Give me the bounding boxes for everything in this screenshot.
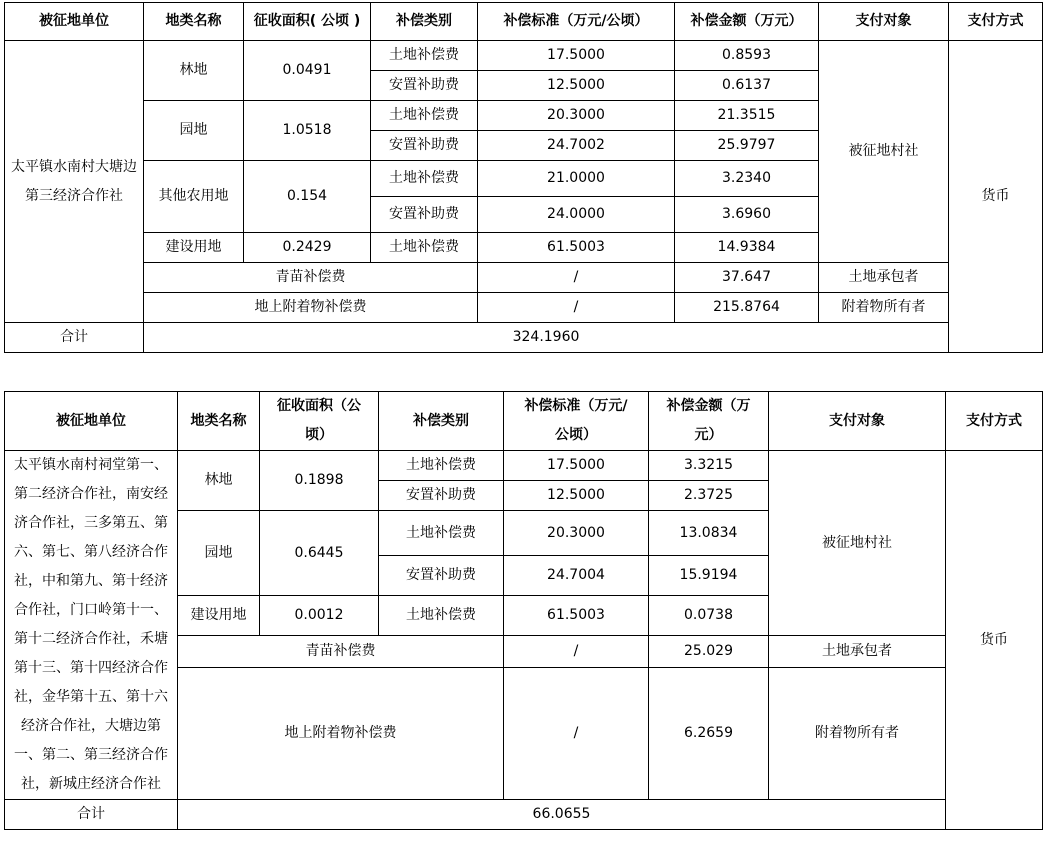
category-cell: 土地补偿费	[371, 41, 478, 71]
total-value: 66.0655	[178, 800, 946, 830]
header-unit: 被征地单位	[5, 392, 178, 451]
header-unit: 被征地单位	[5, 3, 144, 41]
payee-cell: 附着物所有者	[769, 668, 946, 800]
payee-cell: 附着物所有者	[819, 293, 949, 323]
header-pay-method: 支付方式	[946, 392, 1043, 451]
total-label: 合计	[5, 800, 178, 830]
header-category: 补偿类别	[379, 392, 504, 451]
header-category: 补偿类别	[371, 3, 478, 41]
amount-cell: 3.2340	[675, 161, 819, 197]
area-cell: 0.1898	[260, 451, 379, 511]
standard-cell: /	[504, 636, 649, 668]
amount-cell: 6.2659	[649, 668, 769, 800]
category-cell: 土地补偿费	[371, 233, 478, 263]
category-cell: 土地补偿费	[379, 451, 504, 481]
header-land-type: 地类名称	[178, 392, 260, 451]
amount-cell: 0.0738	[649, 596, 769, 636]
standard-cell: 21.0000	[478, 161, 675, 197]
area-cell: 0.0012	[260, 596, 379, 636]
total-value: 324.1960	[144, 323, 949, 353]
amount-cell: 3.3215	[649, 451, 769, 481]
category-cell: 土地补偿费	[379, 511, 504, 556]
land-type-cell: 其他农用地	[144, 161, 244, 233]
land-type-cell: 建设用地	[144, 233, 244, 263]
category-cell: 安置补助费	[371, 71, 478, 101]
standard-cell: /	[504, 668, 649, 800]
standard-cell: 17.5000	[504, 451, 649, 481]
standard-cell: 17.5000	[478, 41, 675, 71]
payee-cell: 被征地村社	[819, 41, 949, 263]
area-cell: 0.154	[244, 161, 371, 233]
total-label: 合计	[5, 323, 144, 353]
land-type-cell: 园地	[178, 511, 260, 596]
amount-cell: 37.647	[675, 263, 819, 293]
header-pay-method: 支付方式	[949, 3, 1043, 41]
header-standard: 补偿标准（万元/公顷）	[504, 392, 649, 451]
compensation-table-1	[4, 2, 1043, 353]
amount-cell: 0.6137	[675, 71, 819, 101]
standard-cell: 12.5000	[478, 71, 675, 101]
attachment-label: 地上附着物补偿费	[178, 668, 504, 800]
header-amount: 补偿金额（万元）	[649, 392, 769, 451]
unit-cell: 太平镇水南村祠堂第一、第二经济合作社，南安经济合作社，三多第五、第六、第七、第八经济合作社，中和第九、第十经济合作社，门口岭第十一、第十二经济合作社，禾塘第十三、第十四经济合作社，金华第十五、第十六经济合作社，大塘边第一、第二、第三经济合作社，新城庄经济合作社	[5, 451, 178, 800]
category-cell: 土地补偿费	[379, 596, 504, 636]
land-type-cell: 建设用地	[178, 596, 260, 636]
amount-cell: 21.3515	[675, 101, 819, 131]
standard-cell: 61.5003	[478, 233, 675, 263]
seedling-label: 青苗补偿费	[144, 263, 478, 293]
area-cell: 0.6445	[260, 511, 379, 596]
amount-cell: 15.9194	[649, 556, 769, 596]
amount-cell: 25.029	[649, 636, 769, 668]
land-type-cell: 林地	[178, 451, 260, 511]
land-type-cell: 林地	[144, 41, 244, 101]
standard-cell: 24.7002	[478, 131, 675, 161]
pay-method-cell: 货币	[946, 451, 1043, 830]
header-amount: 补偿金额（万元）	[675, 3, 819, 41]
header-area: 征收面积( 公顷 )	[244, 3, 371, 41]
attachment-label: 地上附着物补偿费	[144, 293, 478, 323]
standard-cell: 61.5003	[504, 596, 649, 636]
standard-cell: 20.3000	[478, 101, 675, 131]
payee-cell: 土地承包者	[769, 636, 946, 668]
category-cell: 安置补助费	[379, 556, 504, 596]
unit-cell: 太平镇水南村大塘边第三经济合作社	[5, 41, 144, 323]
standard-cell: 24.7004	[504, 556, 649, 596]
standard-cell: 20.3000	[504, 511, 649, 556]
compensation-table-2	[4, 391, 1043, 830]
area-cell: 1.0518	[244, 101, 371, 161]
seedling-label: 青苗补偿费	[178, 636, 504, 668]
category-cell: 土地补偿费	[371, 101, 478, 131]
category-cell: 土地补偿费	[371, 161, 478, 197]
standard-cell: 24.0000	[478, 197, 675, 233]
category-cell: 安置补助费	[379, 481, 504, 511]
amount-cell: 14.9384	[675, 233, 819, 263]
payee-cell: 被征地村社	[769, 451, 946, 636]
amount-cell: 215.8764	[675, 293, 819, 323]
header-payee: 支付对象	[769, 392, 946, 451]
category-cell: 安置补助费	[371, 131, 478, 161]
amount-cell: 13.0834	[649, 511, 769, 556]
header-standard: 补偿标准（万元/公顷）	[478, 3, 675, 41]
area-cell: 0.2429	[244, 233, 371, 263]
category-cell: 安置补助费	[371, 197, 478, 233]
standard-cell: /	[478, 293, 675, 323]
standard-cell: 12.5000	[504, 481, 649, 511]
amount-cell: 3.6960	[675, 197, 819, 233]
amount-cell: 2.3725	[649, 481, 769, 511]
standard-cell: /	[478, 263, 675, 293]
header-land-type: 地类名称	[144, 3, 244, 41]
amount-cell: 25.9797	[675, 131, 819, 161]
payee-cell: 土地承包者	[819, 263, 949, 293]
area-cell: 0.0491	[244, 41, 371, 101]
amount-cell: 0.8593	[675, 41, 819, 71]
header-area: 征收面积（公顷）	[260, 392, 379, 451]
land-type-cell: 园地	[144, 101, 244, 161]
header-payee: 支付对象	[819, 3, 949, 41]
pay-method-cell: 货币	[949, 41, 1043, 353]
